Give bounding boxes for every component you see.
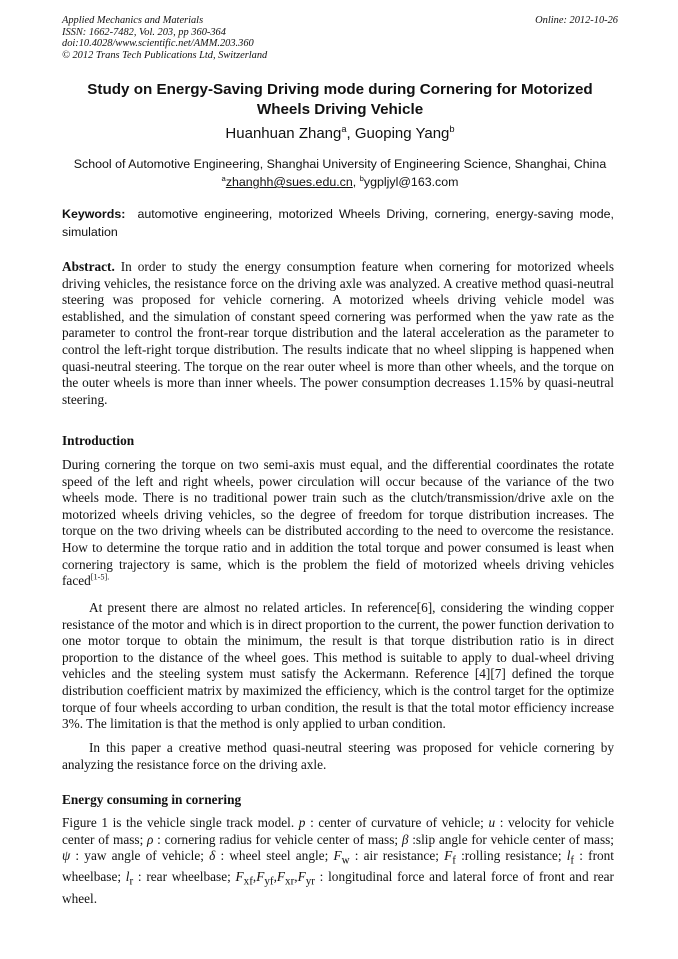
text-run: , (273, 869, 277, 885)
paper-title: Study on Energy-Saving Driving mode during Cornering for Motorized Wheels Driving Vehicle (87, 81, 593, 118)
author-affil-mark: b (449, 124, 455, 134)
text-run: : rear wheelbase; (133, 869, 236, 885)
citation[interactable]: [1-5]. (90, 572, 110, 582)
email-separator: , (352, 175, 360, 189)
text-run: , (252, 869, 257, 885)
paragraph: In this paper a creative method quasi-neutral steering was proposed for vehicle cornering by analyzing the resistance force on the driving axle. (62, 740, 614, 772)
paragraph-text: During cornering the torque on two semi-axis must equal, and the differential coordinates the rotate speed of the left and right wheels, power circulation will occur because of the variance of the two wheels mode. There is no traditional power train such as the clutch/transmission/drive axle on the motorized wheels driving vehicles, so the degree of freedom for torque distribution increases. The torque on the two driving wheels can be distributed according to the need to overcome the resistance. How to determine the torque ratio and in addition the total torque and power consumed is least when cornering trajectory is same, which is the problem the field of motorized wheels driving vehicles faced (62, 457, 614, 589)
paragraph: At present there are almost no related articles. In reference[6], considering the winding copper resistance of the motor and which is in direct proportion to the current, the power function derivation to one motor torque to obtain the minimum, the result is that torque distribution ratio is in direct proportion to the distance of the wheel goes. This method is suitable to apply to dual-wheel driving vehicles and the steeling system must satisfy the Ackermann. Reference [4][7] defined the torque distribution coefficient matrix by maximized the efficiency, which is the control target for the optimize torque of four wheels according to urban condition, the result is that the total motor efficiency increase 3%. The limitation is that the method is only applied to urban condition. (62, 600, 614, 732)
affiliation: School of Automotive Engineering, Shanghai University of Engineering Science, Shanghai, China (73, 157, 607, 171)
math-symbol: F (297, 869, 306, 885)
math-symbol: ψ (62, 848, 71, 864)
text-run: : velocity for vehicle center of mass; (62, 815, 615, 847)
author-name: Huanhuan Zhang (225, 125, 342, 142)
text-run: : center of curvature of vehicle; (305, 815, 489, 830)
keywords (62, 205, 614, 241)
email-link[interactable]: zhanghh@sues.edu.cn (225, 175, 353, 189)
math-subscript: yr (305, 876, 315, 889)
math-subscript: f (452, 854, 456, 867)
abstract-label: Abstract. (62, 259, 115, 274)
text-run: :slip angle for vehicle center of mass; (408, 831, 614, 847)
keywords-text: automotive engineering, motorized Wheels Driving, cornering, energy-saving mode, simulation (62, 207, 614, 239)
email-mark: b (359, 173, 364, 183)
journal-doi[interactable]: doi:10.4028/www.scientific.net/AMM.203.360 (62, 38, 254, 50)
math-subscript: r (129, 876, 134, 889)
journal-issn: ISSN: 1662-7482, Vol. 203, pp 360-364 (62, 26, 226, 38)
math-symbol: F (256, 869, 265, 885)
math-subscript: f (570, 854, 575, 867)
math-subscript: yf (264, 876, 274, 889)
math-symbol: δ (209, 848, 216, 864)
text-run: : longitudinal force and lateral force of front and rear wheel. (62, 869, 614, 906)
journal-copyright: © 2012 Trans Tech Publications Ltd, Switzerland (62, 49, 268, 61)
author-name: Guoping Yang (354, 125, 450, 142)
text-run: : cornering radius for vehicle center of mass; (153, 831, 402, 847)
math-subscript: w (341, 854, 350, 867)
journal-name: Applied Mechanics and Materials (62, 15, 204, 26)
abstract (62, 259, 614, 408)
author-separator: , (346, 125, 355, 142)
paragraph (62, 815, 614, 907)
online-date: Online: 2012-10-26 (535, 15, 618, 26)
text-run: Figure 1 is the vehicle single track model. (62, 815, 299, 830)
math-symbol: F (333, 848, 342, 864)
abstract-text: In order to study the energy consumption feature when cornering for motorized wheels driving vehicles, the resistance force on the driving axle was analyzed. A creative method quasi-neutral steering was proposed for vehicle cornering. A motorized wheels driving vehicle model was established, and the simulation of constant speed cornering was performed when the yaw rate as the parameter to control the front-rear torque distribution and the lateral acceleration as the parameter to control the left-right torque distribution. The results indicate that no wheel slipping is happened when quasi-neutral steering. The torque on the rear outer wheel is more than other wheels, and the torque on the outer wheels is more than inner wheels. The power consumption decreases 1.15% by quasi-neutral steering. (62, 259, 614, 407)
math-subscript: xf (243, 876, 253, 889)
author-affil-mark: a (341, 124, 347, 134)
text-run: : front wheelbase; (62, 848, 614, 885)
author-emails (62, 174, 618, 190)
section-heading-energy: Energy consuming in cornering (62, 792, 242, 807)
text-run: : air resistance; (349, 848, 445, 864)
math-symbol: l (566, 848, 571, 864)
math-symbol: F (276, 869, 286, 885)
section-heading-introduction: Introduction (62, 433, 135, 448)
paragraph (62, 457, 614, 590)
math-symbol: β (401, 831, 409, 847)
math-symbol: u (488, 815, 496, 830)
math-symbol: F (444, 848, 453, 864)
author-list (62, 124, 618, 144)
math-symbol: l (125, 869, 130, 885)
math-symbol: p (298, 815, 306, 830)
math-symbol: F (235, 869, 244, 885)
math-subscript: xr (285, 876, 295, 889)
text-run: :rolling resistance; (455, 848, 567, 864)
email-text: ygpljyl@163.com (363, 175, 459, 189)
text-run: , (294, 869, 298, 885)
text-run: : wheel steel angle; (215, 848, 334, 864)
email-mark: a (221, 173, 226, 183)
text-run: : yaw angle of vehicle; (70, 848, 210, 864)
math-symbol: ρ (147, 831, 154, 847)
keywords-label: Keywords: (62, 207, 126, 221)
journal-header (62, 15, 618, 61)
